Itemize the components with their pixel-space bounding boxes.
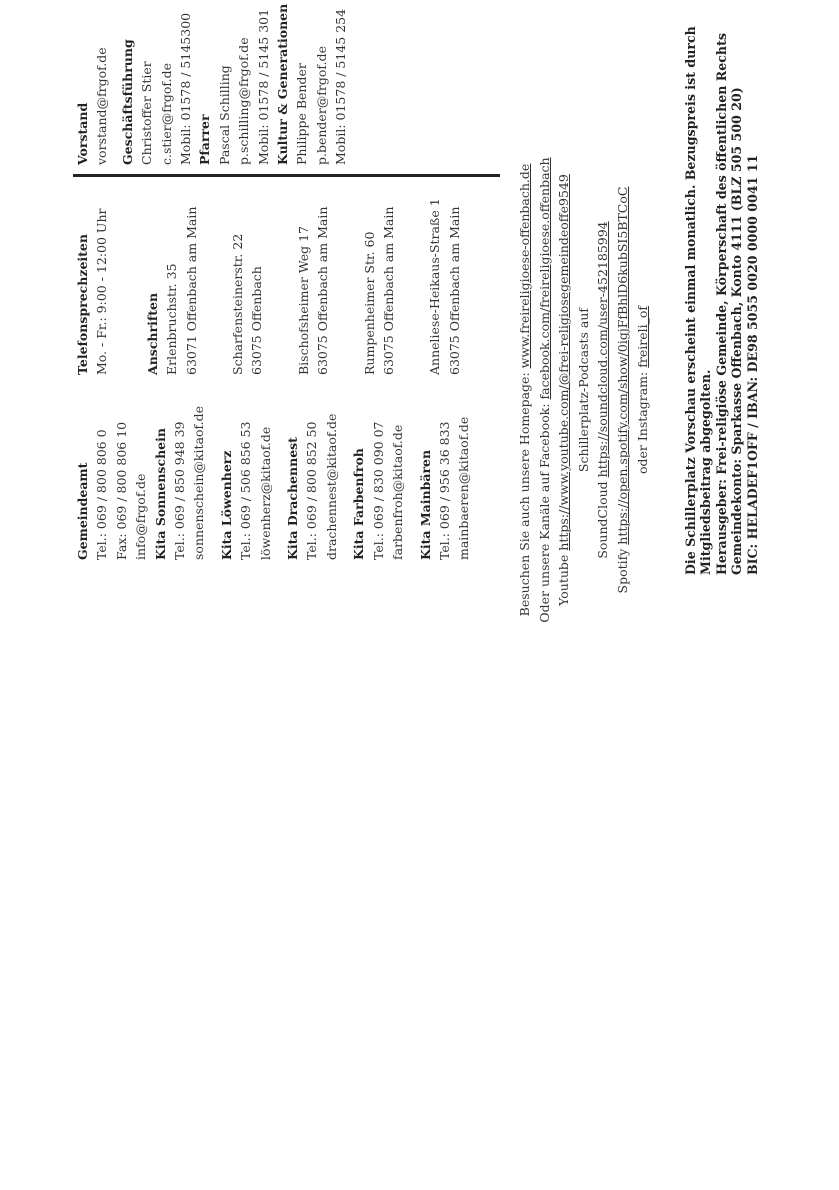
- phone-text: Mobil: 01578 / 5145 301: [255, 8, 271, 165]
- footer-line: Die Schillerplatz Vorschau erscheint einmal monatlich. Bezugspreis ist durch: [683, 26, 698, 575]
- email-text: info@frgof.de: [133, 473, 149, 560]
- email-text: vorstand@frgof.de: [94, 47, 110, 165]
- imprint-footer: [683, 26, 760, 575]
- email-text: p.bender@frgof.de: [313, 46, 329, 165]
- address-line: Scharfensteinerstr. 22: [230, 233, 246, 375]
- link-line: [554, 110, 574, 670]
- email-text: drachennest@kitaof.de: [323, 413, 339, 560]
- link-line: [574, 110, 594, 670]
- section-title: Kita Drachennest: [285, 437, 301, 560]
- email-text: mainbaeren@kitaof.de: [456, 416, 472, 560]
- footer-line: Herausgeber: Frei-religiöse Gemeinde, Körperschaft des öffentlichen Rechts: [713, 33, 729, 575]
- email-text: sonnenschein@kitaof.de: [191, 405, 207, 560]
- email-text: p.schilling@frgof.de: [236, 37, 252, 165]
- text-line: Tel.: 069 / 850 948 39: [172, 421, 188, 560]
- contacts-column: [73, 406, 474, 560]
- section-title: Vorstand: [75, 102, 90, 165]
- address-line: Erlenbruchstr. 35: [164, 263, 180, 375]
- section-title: Gemeindeamt: [75, 462, 90, 560]
- section-title: Anschriften: [144, 292, 160, 375]
- link-prefix: SoundCloud: [595, 477, 611, 559]
- section-title: Kita Farbenfroh: [351, 448, 367, 560]
- footer-line: Gemeindekonto: Sparkasse Offenbach, Konto 4111 (BLZ 505 500 20): [729, 87, 745, 575]
- hours-and-addresses-column: [73, 198, 464, 375]
- homepage-link[interactable]: www.freireligioese-offenbach.de: [517, 163, 532, 369]
- text-line: Tel.: 069 / 956 36 833: [436, 421, 452, 560]
- column-divider: [73, 174, 500, 177]
- text-line: Fax: 069 / 800 806 10: [113, 421, 129, 560]
- address-line: 63075 Offenbach am Main: [446, 206, 462, 375]
- link-line: [535, 110, 555, 670]
- section-title: Kita Mainbären: [417, 449, 433, 560]
- podcast-label: Schillerplatz-Podcasts auf: [575, 307, 591, 473]
- address-line: Rumpenheimer Str. 60: [361, 231, 377, 375]
- address-line: 63075 Offenbach am Main: [315, 206, 331, 375]
- online-channels: [515, 110, 652, 670]
- link-line: [593, 110, 613, 670]
- text-line: Mo. - Fr.: 9:00 - 12:00 Uhr: [94, 208, 110, 375]
- link-prefix: Besuchen Sie auch unsere Homepage:: [517, 368, 532, 617]
- phone-text: Mobil: 01578 / 5145 254: [333, 8, 349, 165]
- text-line: Tel.: 069 / 800 806 0: [94, 429, 110, 560]
- soundcloud-link[interactable]: https://soundcloud.com/user-452185994: [595, 221, 611, 478]
- section-title: Telefonsprechzeiten: [75, 234, 90, 375]
- text-line: Christoffer Stier: [139, 61, 155, 165]
- link-prefix: Spotify: [614, 544, 630, 594]
- facebook-link[interactable]: facebook.com/freireligioese.offenbach: [536, 157, 552, 400]
- section-title: Kita Löwenherz: [218, 450, 234, 560]
- footer-line: BIC: HELADEF1OFF / IBAN: DE98 5055 0020 0000 0041 11: [744, 154, 760, 575]
- link-prefix: Oder unsere Kanäle auf Facebook:: [536, 399, 552, 623]
- text-line: Tel.: 069 / 506 856 53: [238, 421, 254, 560]
- text-line: Tel.: 069 / 830 090 07: [370, 421, 386, 560]
- text-line: Pascal Schilling: [216, 65, 232, 165]
- email-text: farbenfroh@kitaof.de: [390, 424, 406, 560]
- address-line: 63071 Offenbach am Main: [183, 206, 199, 375]
- address-line: 63075 Offenbach: [249, 266, 265, 375]
- footer-line: Mitgliedsbeitrag abgegolten.: [698, 369, 714, 575]
- staff-column: [73, 4, 351, 165]
- link-prefix: Youtube: [556, 550, 572, 606]
- section-title: Pfarrer: [197, 114, 213, 165]
- link-line: [515, 110, 535, 670]
- youtube-link[interactable]: https://www.youtube.com/@frei-religiosegemeindeoffe9549: [556, 174, 572, 551]
- address-line: Bischofsheimer Weg 17: [295, 226, 311, 375]
- address-line: Anneliese-Heikaus-Straße 1: [427, 198, 443, 375]
- phone-text: Mobil: 01578 / 5145300: [178, 12, 194, 165]
- link-prefix: oder Instagram:: [634, 367, 650, 475]
- email-text: löwenherz@kitaof.de: [257, 426, 273, 560]
- section-title: Kita Sonnenschein: [152, 428, 168, 560]
- address-line: 63075 Offenbach am Main: [381, 206, 397, 375]
- text-line: Philippe Bender: [294, 63, 310, 165]
- spotify-link[interactable]: https://open.spotify.com/show/0igjFfBhlD6kubSI5BTCoC: [614, 186, 630, 545]
- text-line: Tel.: 069 / 800 852 50: [304, 421, 320, 560]
- email-text: c.stier@frgof.de: [158, 63, 174, 165]
- link-line: [633, 110, 653, 670]
- section-title: Geschäftsführung: [119, 39, 135, 165]
- section-title: Kultur & Generationen: [275, 3, 291, 165]
- link-line: [613, 110, 633, 670]
- instagram-link[interactable]: freireli_of: [634, 306, 650, 368]
